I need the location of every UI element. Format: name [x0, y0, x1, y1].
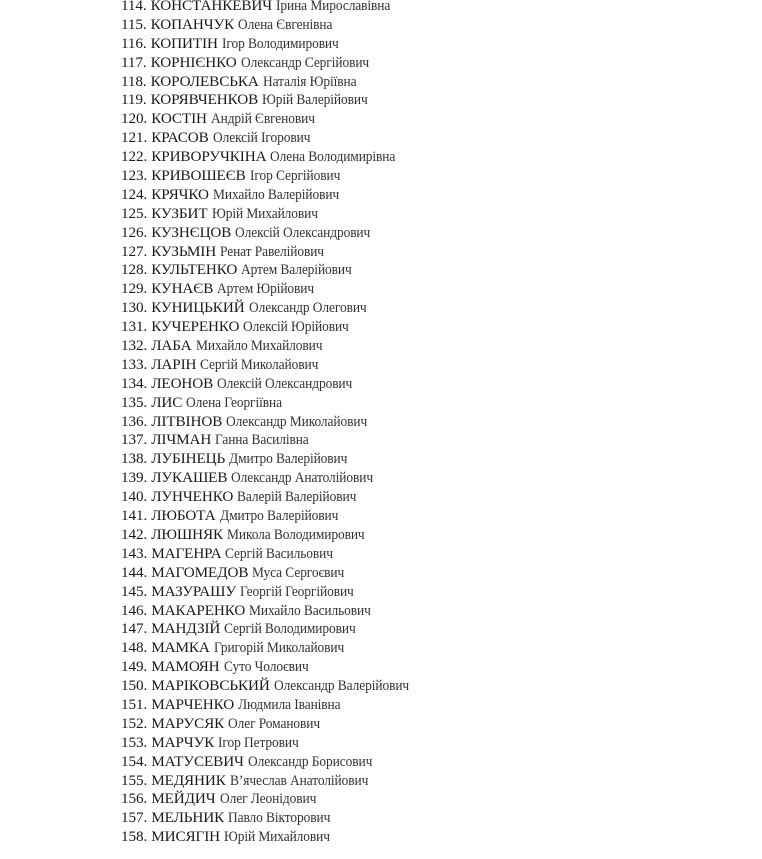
entry-given-names: Сергій Володимирович [224, 621, 356, 638]
list-item [121, 110, 421, 129]
list-item [121, 658, 421, 677]
entry-surname: МЕЙДИЧ [151, 790, 216, 808]
entry-surname: МАГОМЕДОВ [151, 563, 249, 581]
entry-surname: КОПИТІН [150, 34, 218, 52]
list-item [121, 205, 421, 224]
entry-given-names: Людмила Іванівна [238, 696, 341, 713]
list-item [121, 394, 421, 413]
entry-surname: КУЗБИТ [151, 204, 208, 222]
entry-surname: ЛЮБОТА [151, 507, 216, 525]
entry-given-names: Микола Володимирович [227, 526, 365, 543]
entry-surname: КОРНІЄНКО [150, 53, 237, 71]
list-item [121, 507, 421, 526]
entry-number: 126. [121, 223, 148, 241]
entry-number: 117. [121, 53, 147, 71]
list-item [121, 54, 421, 73]
entry-given-names: Ігор Володимирович [221, 35, 339, 52]
entry-given-names: Сергій Васильович [225, 545, 334, 562]
list-item [121, 148, 421, 167]
entry-surname: МЕДЯНИК [151, 771, 226, 789]
entry-surname: МАТУСЕВИЧ [151, 752, 244, 770]
list-item [121, 129, 421, 148]
entry-given-names: Григорій Миколайович [213, 640, 344, 657]
entry-number: 157. [121, 809, 148, 827]
entry-given-names: Олена Володимирівна [270, 149, 396, 166]
entry-surname: КУЧЕРЕНКО [151, 318, 240, 336]
entry-surname: ЛАБА [151, 337, 192, 355]
entry-given-names: Олександр Олегович [248, 300, 367, 317]
list-item [121, 734, 421, 753]
entry-given-names: Сергій Миколайович [200, 356, 319, 373]
list-item [121, 526, 421, 545]
entry-surname: КУЗНЄЦОВ [151, 223, 232, 241]
entry-number: 121. [121, 129, 148, 147]
entry-number: 137. [121, 431, 148, 449]
entry-surname: МАРУСЯК [151, 714, 225, 732]
entry-given-names: Олена Георгіївна [186, 394, 283, 411]
entry-given-names: В’ячеслав Анатолійович [229, 772, 369, 789]
entry-surname: МАРІКОВСЬКИЙ [151, 677, 270, 695]
entry-surname: МАЗУРАШУ [151, 582, 237, 600]
entry-given-names: Ірина Мирославівна [276, 0, 391, 14]
entry-number: 122. [121, 148, 148, 166]
entry-given-names: Дмитро Валерійович [229, 451, 348, 468]
list-item [121, 809, 421, 828]
entry-surname: КУЗЬМІН [151, 242, 217, 260]
entry-given-names: Олег Романович [228, 715, 321, 732]
list-item [121, 431, 421, 450]
entry-number: 148. [121, 639, 148, 657]
entry-surname: КРЯЧКО [151, 185, 209, 203]
entry-given-names: Ігор Петрович [218, 734, 299, 751]
entry-number: 154. [121, 752, 148, 770]
entry-given-names: Михайло Михайлович [195, 338, 322, 355]
list-item [121, 186, 421, 205]
entry-number: 158. [121, 828, 148, 846]
entry-given-names: Олексій Юрійович [243, 319, 350, 336]
entry-given-names: Артем Валерійович [241, 262, 352, 279]
entry-number: 133. [121, 355, 148, 373]
entry-number: 145. [121, 582, 148, 600]
entry-number: 155. [121, 771, 148, 789]
entry-number: 139. [121, 469, 148, 487]
list-item [121, 167, 421, 186]
entry-number: 130. [121, 299, 148, 317]
entry-given-names: Дмитро Валерійович [219, 508, 338, 525]
list-item [121, 337, 421, 356]
list-item [121, 243, 421, 262]
entry-number: 156. [121, 790, 148, 808]
entry-surname: ЛЮШНЯК [151, 525, 224, 543]
entry-given-names: Юрій Валерійович [262, 92, 368, 109]
list-item [121, 488, 421, 507]
entry-number: 128. [121, 261, 148, 279]
list-item [121, 91, 421, 110]
entry-surname: КРИВОШЕЄВ [151, 167, 246, 185]
entry-surname: МЕЛЬНИК [151, 809, 225, 827]
entry-number: 142. [121, 525, 148, 543]
entry-number: 138. [121, 450, 148, 468]
entry-number: 125. [121, 204, 148, 222]
entry-number: 152. [121, 714, 148, 732]
entry-surname: КОСТІН [151, 110, 207, 128]
entry-given-names: Олег Леонідович [219, 791, 316, 808]
entry-surname: МАРЧЕНКО [151, 695, 235, 713]
entry-number: 146. [121, 601, 148, 619]
entry-number: 151. [121, 695, 148, 713]
entry-given-names: Валерій Валерійович [237, 489, 357, 506]
list-item [121, 696, 421, 715]
list-item [121, 677, 421, 696]
entry-given-names: Олена Євгенівна [238, 16, 333, 33]
entry-given-names: Павло Вікторович [228, 810, 331, 827]
entry-number: 114. [121, 0, 147, 14]
entry-number: 132. [121, 337, 148, 355]
list-item [121, 318, 421, 337]
entry-given-names: Ганна Василівна [215, 432, 309, 449]
entry-given-names: Ігор Сергійович [249, 168, 340, 185]
list-item [121, 602, 421, 621]
entry-surname: КУЛЬТЕНКО [151, 261, 238, 279]
list-item [121, 450, 421, 469]
list-item [121, 753, 421, 772]
entry-surname: МАМКА [151, 639, 210, 657]
entry-surname: ЛАРІН [151, 355, 197, 373]
list-item [121, 35, 421, 54]
entry-given-names: Муса Сергоєвич [252, 564, 345, 581]
entry-given-names: Суто Чолоєвич [223, 659, 309, 676]
entry-number: 150. [121, 677, 148, 695]
entry-number: 143. [121, 544, 148, 562]
entry-number: 134. [121, 374, 148, 392]
entry-surname: КРАСОВ [151, 129, 209, 147]
entry-surname: МАГЕНРА [151, 544, 222, 562]
list-item [121, 620, 421, 639]
entry-number: 129. [121, 280, 148, 298]
entry-surname: МАМОЯН [151, 658, 220, 676]
list-item [121, 469, 421, 488]
entry-given-names: Юрій Михайлович [224, 829, 330, 846]
list-item [121, 790, 421, 809]
entry-number: 153. [121, 733, 148, 751]
entry-number: 144. [121, 563, 148, 581]
entry-number: 123. [121, 167, 148, 185]
entry-given-names: Олександр Сергійович [240, 54, 369, 71]
entry-number: 135. [121, 393, 148, 411]
list-item [121, 375, 421, 394]
list-item [121, 639, 421, 658]
list-item [121, 299, 421, 318]
entry-surname: ЛИС [151, 393, 183, 411]
list-item [121, 73, 421, 92]
entry-surname: ЛЕОНОВ [151, 374, 214, 392]
list-item [121, 772, 421, 791]
entry-surname: КУНИЦЬКИЙ [151, 299, 245, 317]
entry-surname: КОРЯВЧЕНКОВ [150, 91, 259, 109]
entry-given-names: Олексій Ігорович [212, 130, 311, 147]
entry-given-names: Олексій Олександрович [235, 224, 371, 241]
list-item [121, 715, 421, 734]
entry-number: 118. [121, 72, 147, 90]
entry-given-names: Ренат Равелійович [220, 243, 325, 260]
list-item [121, 16, 421, 35]
entry-surname: КРИВОРУЧКІНА [151, 148, 267, 166]
entry-surname: КУНАЄВ [151, 280, 214, 298]
entry-number: 124. [121, 185, 148, 203]
entry-given-names: Наталія Юріївна [262, 73, 357, 90]
entry-number: 147. [121, 620, 148, 638]
entry-surname: МАРЧУК [151, 733, 215, 751]
list-item [121, 356, 421, 375]
entry-given-names: Олександр Валерійович [273, 678, 409, 695]
entry-surname: МАНДЗІЙ [151, 620, 221, 638]
list-item [121, 545, 421, 564]
list-item [121, 280, 421, 299]
entry-given-names: Олександр Анатолійович [231, 470, 374, 487]
entry-number: 140. [121, 488, 148, 506]
entry-number: 136. [121, 412, 148, 430]
entry-given-names: Михайло Васильович [249, 602, 372, 619]
entry-surname: КОНСТАНКЕВИЧ [150, 0, 273, 14]
entry-number: 120. [121, 110, 148, 128]
name-list [121, 0, 421, 847]
list-item [121, 0, 421, 16]
entry-number: 116. [121, 34, 147, 52]
list-item [121, 261, 421, 280]
entry-surname: ЛУКАШЕВ [151, 469, 228, 487]
entry-given-names: Михайло Валерійович [212, 186, 340, 203]
entry-surname: МАКАРЕНКО [151, 601, 246, 619]
list-item [121, 564, 421, 583]
entry-given-names: Олексій Олександрович [217, 375, 353, 392]
list-item [121, 224, 421, 243]
entry-number: 127. [121, 242, 148, 260]
entry-given-names: Георгій Георгійович [240, 583, 354, 600]
entry-given-names: Олександр Миколайович [226, 413, 368, 430]
entry-number: 141. [121, 507, 148, 525]
entry-number: 115. [121, 15, 147, 33]
entry-number: 131. [121, 318, 148, 336]
list-item [121, 828, 421, 847]
entry-surname: КОПАНЧУК [150, 15, 235, 33]
entry-given-names: Юрій Михайлович [211, 205, 318, 222]
entry-number: 119. [121, 91, 147, 109]
entry-surname: ЛІЧМАН [151, 431, 212, 449]
entry-surname: ЛІТВІНОВ [151, 412, 223, 430]
entry-surname: МИСЯГІН [151, 828, 221, 846]
entry-surname: ЛУНЧЕНКО [151, 488, 234, 506]
list-item [121, 583, 421, 602]
entry-given-names: Артем Юрійович [217, 281, 315, 298]
list-item [121, 413, 421, 432]
entry-surname: ЛУБІНЕЦЬ [151, 450, 226, 468]
entry-number: 149. [121, 658, 148, 676]
entry-surname: КОРОЛЕВСЬКА [150, 72, 259, 90]
entry-given-names: Андрій Євгенович [210, 111, 315, 128]
entry-given-names: Олександр Борисович [247, 753, 373, 770]
